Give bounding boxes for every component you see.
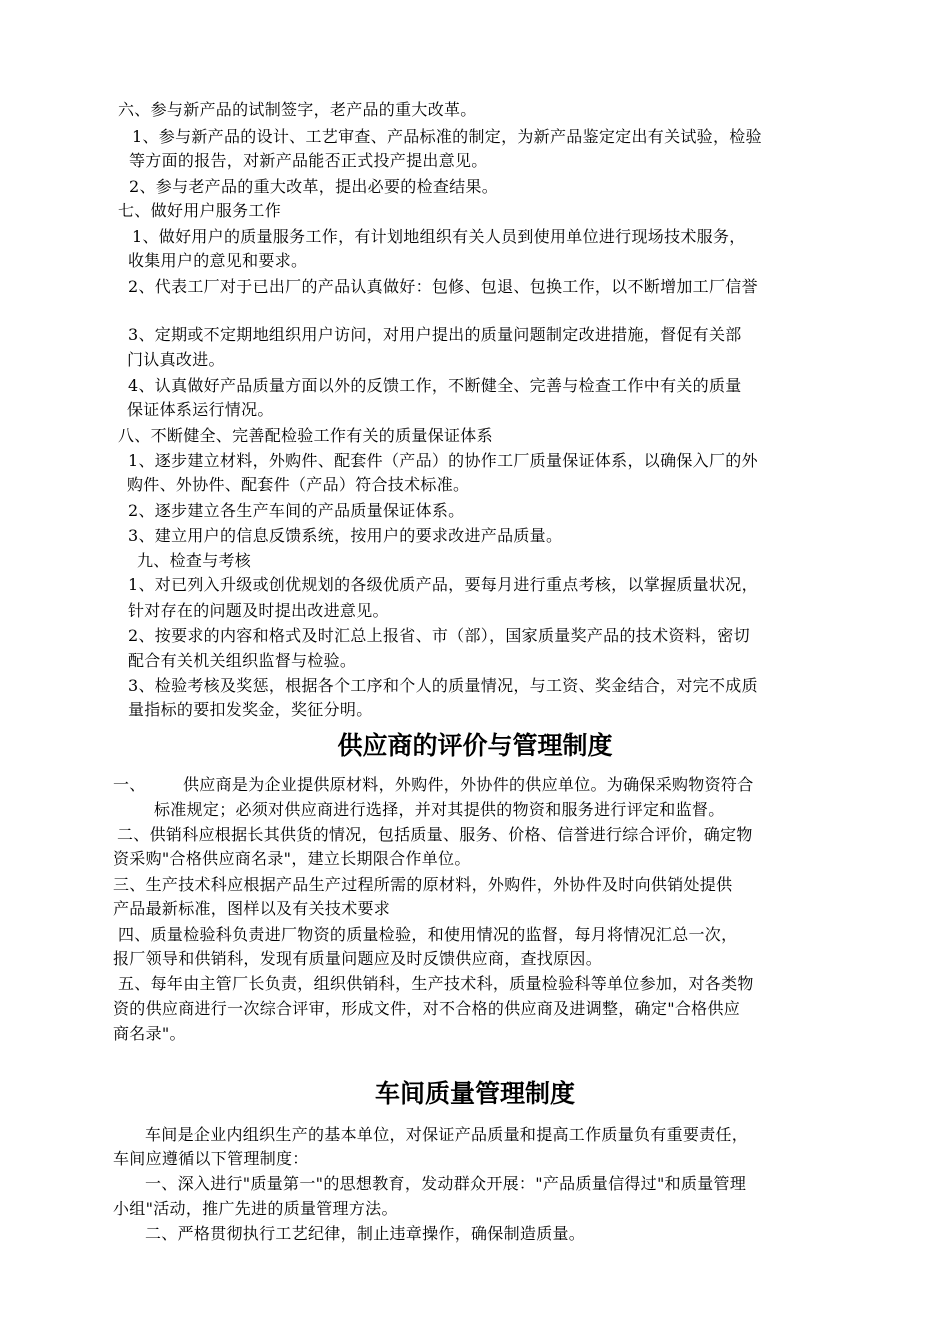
section-9-item-2: 2、按要求的内容和格式及时汇总上报省、市（部），国家质量奖产品的技术资料，密切 — [128, 626, 750, 645]
supplier-item-4: 四、质量检验科负责进厂物资的质量检验，和使用情况的监督，每月将情况汇总一次， — [118, 925, 738, 944]
supplier-item-1-cont: 标准规定；必须对供应商进行选择，并对其提供的物资和服务进行评定和监督。 — [154, 800, 725, 819]
workshop-item-2: 二、严格贯彻执行工艺纪律，制止违章操作，确保制造质量。 — [145, 1224, 586, 1243]
section-9-item-3-cont: 量指标的要扣发奖金，奖征分明。 — [128, 700, 373, 719]
section-6-item-1-cont: 等方面的报告，对新产品能否正式投产提出意见。 — [129, 151, 488, 170]
section-6-item-1: 1、参与新产品的设计、工艺审查、产品标准的制定，为新产品鉴定定出有关试验，检验 — [132, 127, 762, 146]
section-7-item-1-cont: 收集用户的意见和要求。 — [128, 251, 308, 270]
section-9-item-3: 3、检验考核及奖惩，根据各个工序和个人的质量情况，与工资、奖金结合，对完不成质 — [128, 676, 758, 695]
supplier-item-5: 五、每年由主管厂长负责，组织供销科，生产技术科，质量检验科等单位参加，对各类物 — [118, 974, 754, 993]
supplier-item-4-cont: 报厂领导和供销科，发现有质量问题应及时反馈供应商，查找原因。 — [113, 949, 603, 968]
supplier-item-2-cont: 资采购"合格供应商名录"，建立长期限合作单位。 — [113, 849, 471, 868]
section-8-item-2: 2、逐步建立各生产车间的产品质量保证体系。 — [128, 501, 465, 520]
section-8-item-1: 1、逐步建立材料，外购件、配套件（产品）的协作工厂质量保证体系，以确保入厂的外 — [128, 451, 758, 470]
section-7-heading: 七、做好用户服务工作 — [118, 201, 282, 220]
section-9-heading: 九、检查与考核 — [137, 551, 252, 570]
section-7-item-2: 2、代表工厂对于已出厂的产品认真做好：包修、包退、包换工作，以不断增加工厂信誉 — [128, 277, 758, 296]
supplier-item-1: 供应商是为企业提供原材料，外购件，外协件的供应单位。为确保采购物资符合 — [183, 775, 754, 794]
section-8-item-3: 3、建立用户的信息反馈系统，按用户的要求改进产品质量。 — [128, 526, 563, 545]
workshop-item-1: 一、深入进行"质量第一"的思想教育，发动群众开展："产品质量信得过"和质量管理 — [145, 1174, 747, 1193]
workshop-policy-title: 车间质量管理制度 — [374, 1079, 575, 1108]
section-9-item-2-cont: 配合有关机关组织监督与检验。 — [128, 651, 357, 670]
section-6-item-2: 2、参与老产品的重大改革，提出必要的检查结果。 — [129, 177, 499, 196]
section-7-item-1: 1、做好用户的质量服务工作，有计划地组织有关人员到使用单位进行现场技术服务， — [132, 227, 746, 246]
section-7-item-3: 3、定期或不定期地组织用户访问，对用户提出的质量问题制定改进措施，督促有关部 — [128, 325, 742, 344]
section-7-item-4: 4、认真做好产品质量方面以外的反馈工作，不断健全、完善与检查工作中有关的质量 — [128, 376, 742, 395]
supplier-item-3-cont: 产品最新标准，图样以及有关技术要求 — [113, 899, 391, 918]
supplier-item-2: 二、供销科应根据长其供货的情况，包括质量、服务、价格、信誉进行综合评价，确定物 — [117, 825, 753, 844]
section-9-item-1: 1、对已列入升级或创优规划的各级优质产品，要每月进行重点考核，以掌握质量状况， — [128, 575, 758, 594]
section-7-item-4-cont: 保证体系运行情况。 — [127, 400, 274, 419]
section-8-item-1-cont: 购件、外协件、配套件（产品）符合技术标准。 — [127, 475, 470, 494]
section-9-item-1-cont: 针对存在的问题及时提出改进意见。 — [128, 601, 389, 620]
supplier-item-1-number: 一、 — [113, 775, 146, 794]
section-7-item-3-cont: 门认真改进。 — [127, 350, 225, 369]
workshop-intro-cont: 车间应遵循以下管理制度： — [113, 1149, 309, 1168]
supplier-item-5-cont-2: 商名录"。 — [113, 1024, 186, 1043]
supplier-item-5-cont: 资的供应商进行一次综合评审，形成文件，对不合格的供应商及进调整，确定"合格供应 — [113, 999, 741, 1018]
supplier-item-3: 三、生产技术科应根据产品生产过程所需的原材料，外购件，外协件及时向供销处提供 — [113, 875, 733, 894]
section-8-heading: 八、不断健全、完善配检验工作有关的质量保证体系 — [118, 426, 493, 445]
supplier-policy-title: 供应商的评价与管理制度 — [337, 731, 613, 760]
section-6-heading: 六、参与新产品的试制签字，老产品的重大改革。 — [118, 100, 477, 119]
workshop-item-1-cont: 小组"活动，推广先进的质量管理方法。 — [113, 1199, 398, 1218]
workshop-intro: 车间是企业内组织生产的基本单位，对保证产品质量和提高工作质量负有重要责任， — [145, 1125, 749, 1144]
